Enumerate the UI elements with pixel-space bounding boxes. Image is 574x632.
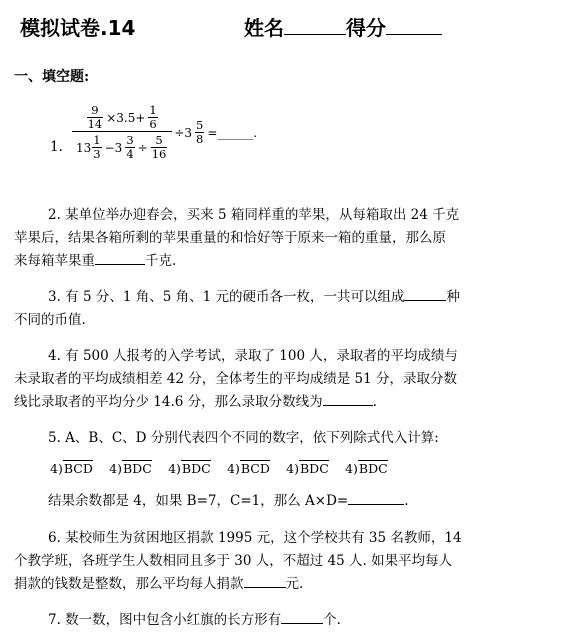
q5-division-2: 4)BDC (109, 461, 152, 476)
q2-line2: 苹果后，结果各箱所剩的苹果重量的和恰好等于原来一箱的重量，那么原 (14, 230, 446, 246)
q4-line3: 线比录取者的平均分少 14.6 分，那么录取分数线为 . (14, 391, 377, 414)
q6-answer-blank[interactable] (244, 573, 286, 588)
q4-line1: 4. 有 500 人报考的入学考试，录取了 100 人，录取者的平均成绩与 (48, 348, 458, 364)
q5-division-4: 4)BCD (227, 461, 270, 476)
q3-answer-blank[interactable] (404, 286, 446, 301)
q5-division-1: 4)BCD (50, 461, 93, 476)
q1-number: 1. (50, 139, 63, 155)
q6-line3: 捐款的钱数是整数，那么平均每人捐款 元. (14, 573, 303, 596)
q5-line1: 5. A、B、C、D 分别代表四个不同的数字，依下列除式代入计算: (48, 430, 439, 446)
q4-answer-blank[interactable] (323, 391, 373, 406)
q5-answer-blank[interactable] (348, 490, 404, 505)
q3-line2: 不同的币值. (14, 312, 86, 328)
q2-line1: 2. 某单位举办迎春会，买来 5 箱同样重的苹果，从每箱取出 24 千克 (48, 207, 460, 223)
q5-divisions (50, 457, 400, 481)
name-label: 姓名 (244, 16, 284, 40)
q1-denominator: 13 $\frac{1}{3}$ −3 $\frac{3}{4}$ ÷ $\frac{5}{16}$ (72, 131, 172, 161)
q7-line1: 7. 数一数，图中包含小红旗的长方形有 个. (48, 609, 341, 632)
q5-line3: 结果余数都是 4，如果 B=7，C=1，那么 A×D= . (48, 490, 409, 513)
name-blank[interactable] (284, 16, 346, 35)
q5-division-6: 4)BDC (345, 461, 388, 476)
page-title: 模拟试卷.14 (20, 16, 136, 40)
q6-line1: 6. 某校师生为贫困地区捐款 1995 元，这个学校共有 35 名教师，14 (48, 530, 462, 546)
q5-division-5: 4)BDC (286, 461, 329, 476)
q2-answer-blank[interactable] (95, 250, 145, 265)
q7-answer-blank[interactable] (281, 609, 323, 624)
q2-line3: 来每箱苹果重 千克. (14, 250, 176, 273)
q1-answer-blank[interactable]: =______. (207, 125, 258, 140)
q4-line2: 未录取者的平均成绩相差 42 分，全体考生的平均成绩是 51 分，录取分数 (14, 371, 458, 387)
q6-line2: 个教学班，各班学生人数相同且多于 30 人，不超过 45 人. 如果平均每人 (14, 553, 453, 569)
score-blank[interactable] (386, 16, 442, 35)
q1-numerator: $\frac{9}{14}$ ×3.5+ $\frac{1}{6}$ (87, 103, 157, 131)
q1-expression: $\frac{9}{14}$ ×3.5+ $\frac{1}{6}$ 13 $\frac{1}{3}$ −3 $\frac{3}{4}$ ÷ $\frac{5}{16}$ ÷3 $\frac{5}{8}$ =______. (72, 104, 259, 161)
section-heading: 一、填空题: (14, 69, 90, 85)
name-field (244, 12, 442, 41)
q5-division-3: 4)BDC (168, 461, 211, 476)
q1-complex-fraction (72, 104, 172, 161)
q3-line1: 3. 有 5 分、1 角、5 角、1 元的硬币各一枚，一共可以组成 种 (48, 286, 460, 309)
score-label: 得分 (346, 16, 386, 40)
